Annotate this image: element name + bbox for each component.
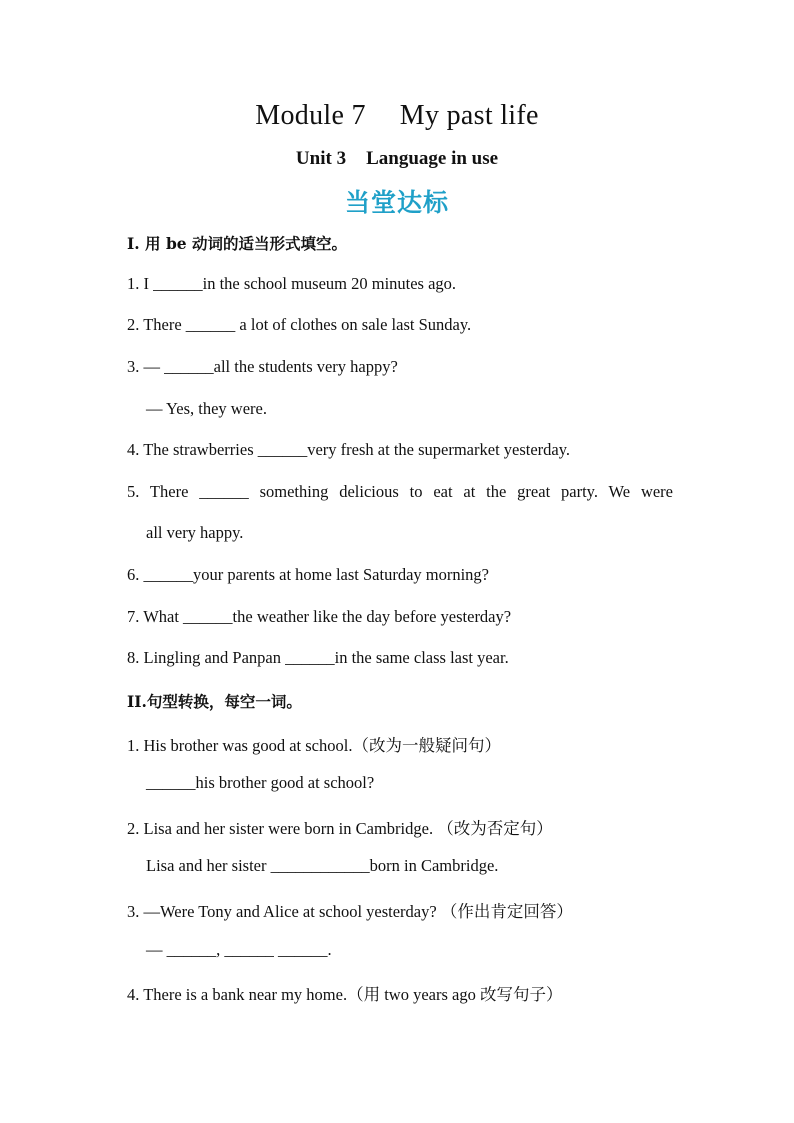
unit-number: Unit 3 — [295, 148, 347, 169]
section-1-instruction: I. 用 be 动词的适当形式填空。 — [127, 234, 348, 253]
unit-title: Language in use — [366, 148, 499, 169]
page-title — [0, 100, 794, 132]
unit-heading — [0, 148, 794, 170]
section-2-instruction: II.句型转换，每空一词。 — [127, 692, 302, 711]
exercise-1-5-continued: all very happy. — [146, 523, 244, 542]
exercise-1-2: 2. There ______ a lot of clothes on sale last Sunday. — [127, 315, 472, 334]
exercise-1-6: 6. ______your parents at home last Saturday morning? — [127, 565, 490, 584]
exercise-2-4: 4. There is a bank near my home.（用 two years ago 改写句子） — [127, 985, 563, 1004]
exercise-2-2: 2. Lisa and her sister were born in Cambridge. （改为否定句） — [127, 819, 553, 838]
section-banner: 当堂达标 — [344, 188, 449, 217]
exercise-2-1: 1. His brother was good at school.（改为一般疑问句） — [127, 736, 501, 755]
exercise-1-3-answer: — Yes, they were. — [146, 399, 267, 418]
module-number: Module 7 — [255, 100, 366, 131]
exercise-1-7: 7. What ______the weather like the day before yesterday? — [127, 607, 512, 626]
exercise-1-1: 1. I ______in the school museum 20 minutes ago. — [127, 274, 457, 293]
module-title: My past life — [399, 100, 539, 131]
exercise-2-2-answer-line: Lisa and her sister ____________born in Cambridge. — [146, 856, 499, 875]
exercise-1-5: 5. There ______ something delicious to eat at the great party. We were — [127, 482, 673, 501]
exercise-1-4: 4. The strawberries ______very fresh at the supermarket yesterday. — [127, 440, 571, 459]
exercise-1-8: 8. Lingling and Panpan ______in the same class last year. — [127, 648, 509, 667]
exercise-2-1-answer-line: ______his brother good at school? — [146, 773, 375, 792]
exercise-1-3: 3. — ______all the students very happy? — [127, 357, 398, 376]
exercise-2-3: 3. —Were Tony and Alice at school yesterday? （作出肯定回答） — [127, 902, 573, 921]
exercise-2-3-answer-line: — ______, ______ ______. — [146, 940, 332, 959]
